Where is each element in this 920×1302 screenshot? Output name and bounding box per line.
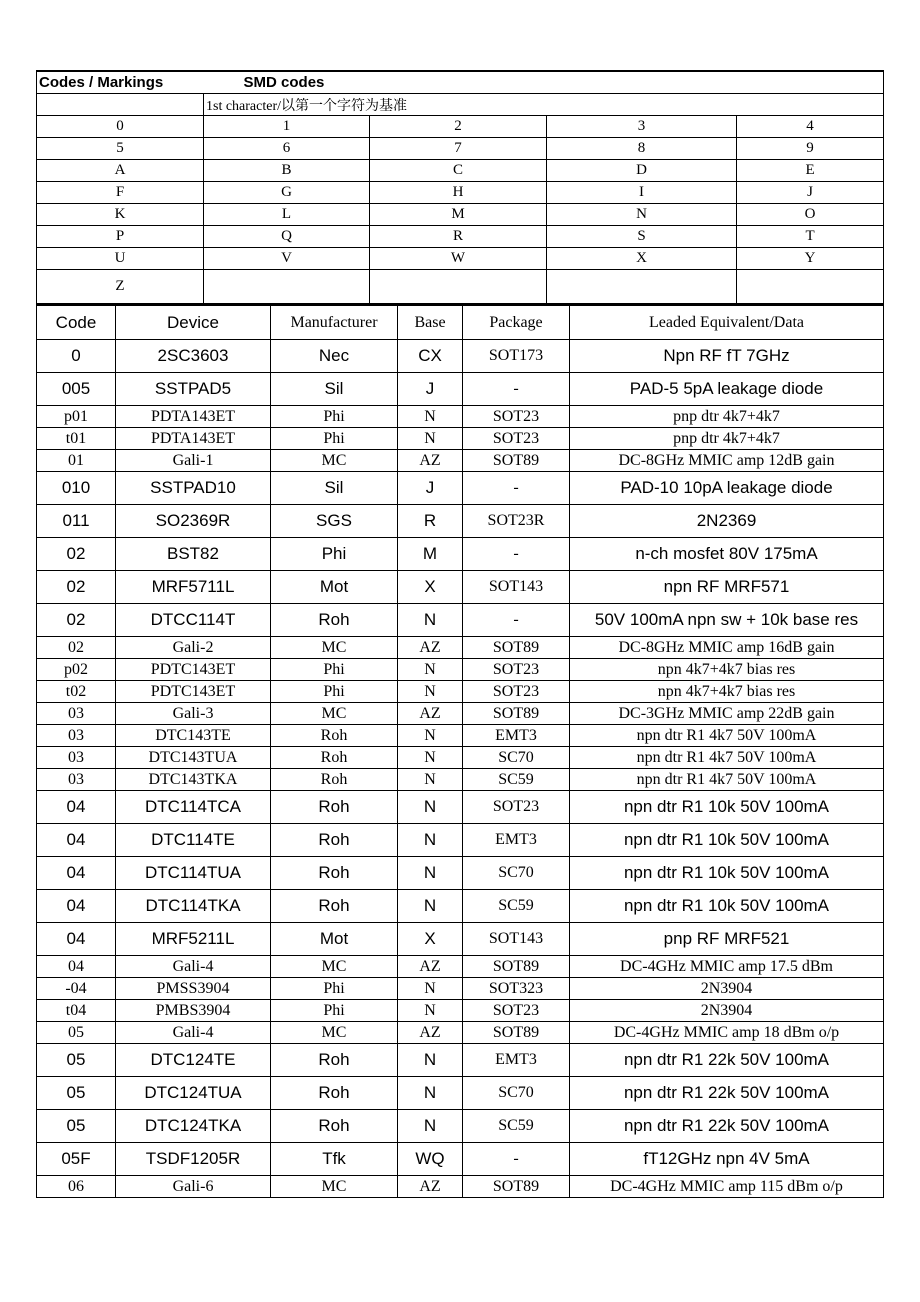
cell-code: 011 [37,505,116,538]
smd-code-table [36,304,884,1198]
table-row [37,428,884,450]
char-grid-cell: C [370,160,547,182]
char-grid-cell [204,270,370,304]
table-row [37,791,884,824]
cell-code: 005 [37,373,116,406]
subtitle-row [37,94,884,116]
cell-base: N [398,1000,463,1022]
cell-device: Gali-4 [116,1022,271,1044]
cell-package: SOT23 [463,659,570,681]
cell-data: pnp RF MRF521 [570,923,884,956]
cell-code: t01 [37,428,116,450]
cell-package: SOT89 [463,450,570,472]
cell-data: DC-8GHz MMIC amp 16dB gain [570,637,884,659]
cell-base: N [398,406,463,428]
cell-package: EMT3 [463,725,570,747]
cell-data: DC-4GHz MMIC amp 18 dBm o/p [570,1022,884,1044]
cell-device: PMBS3904 [116,1000,271,1022]
cell-base: AZ [398,1176,463,1198]
cell-package: - [463,604,570,637]
cell-base: J [398,373,463,406]
char-grid-cell: 9 [737,138,884,160]
table-row [37,747,884,769]
smd-codes-title: SMD codes [243,74,325,91]
cell-code: 03 [37,703,116,725]
cell-code: 05 [37,1110,116,1143]
cell-package: SOT143 [463,571,570,604]
cell-manufacturer: Nec [271,340,398,373]
cell-code: p01 [37,406,116,428]
table-row [37,659,884,681]
table-row [37,373,884,406]
cell-manufacturer: Roh [271,791,398,824]
char-grid-cell: R [370,226,547,248]
cell-data: PAD-10 10pA leakage diode [570,472,884,505]
cell-manufacturer: MC [271,637,398,659]
cell-manufacturer: Roh [271,1077,398,1110]
char-grid-cell: L [204,204,370,226]
table-row [37,571,884,604]
column-header-row [37,305,884,340]
table-row [37,1044,884,1077]
char-grid-row [37,138,884,160]
cell-code: 01 [37,450,116,472]
cell-manufacturer: Phi [271,681,398,703]
cell-manufacturer: Roh [271,1044,398,1077]
cell-manufacturer: Phi [271,406,398,428]
cell-code: 05 [37,1077,116,1110]
cell-package: - [463,538,570,571]
col-header-manufacturer: Manufacturer [271,305,398,340]
char-grid-cell: G [204,182,370,204]
table-row [37,725,884,747]
table-row [37,1143,884,1176]
char-grid-cell: E [737,160,884,182]
char-grid-cell: M [370,204,547,226]
cell-manufacturer: Roh [271,824,398,857]
cell-data: 2N3904 [570,1000,884,1022]
cell-data: npn dtr R1 4k7 50V 100mA [570,725,884,747]
cell-device: PDTA143ET [116,406,271,428]
cell-package: SOT173 [463,340,570,373]
cell-code: 02 [37,571,116,604]
cell-code: 02 [37,604,116,637]
cell-base: N [398,769,463,791]
cell-package: SOT23 [463,791,570,824]
table-row [37,923,884,956]
char-grid-cell: 5 [37,138,204,160]
cell-base: N [398,604,463,637]
cell-base: N [398,1110,463,1143]
table-row [37,472,884,505]
cell-base: N [398,1044,463,1077]
cell-data: PAD-5 5pA leakage diode [570,373,884,406]
cell-device: Gali-3 [116,703,271,725]
cell-manufacturer: MC [271,450,398,472]
char-grid-cell: W [370,248,547,270]
cell-package: SOT89 [463,956,570,978]
cell-code: 04 [37,890,116,923]
cell-base: N [398,824,463,857]
cell-manufacturer: Roh [271,1110,398,1143]
table-row [37,703,884,725]
cell-package: EMT3 [463,1044,570,1077]
cell-code: 02 [37,637,116,659]
cell-code: t02 [37,681,116,703]
cell-base: N [398,978,463,1000]
cell-base: N [398,1077,463,1110]
cell-device: DTC143TKA [116,769,271,791]
cell-data: n-ch mosfet 80V 175mA [570,538,884,571]
cell-device: DTC124TKA [116,1110,271,1143]
cell-data: npn dtr R1 10k 50V 100mA [570,857,884,890]
cell-manufacturer: Sil [271,472,398,505]
cell-package: SC70 [463,1077,570,1110]
char-grid-cell: D [547,160,737,182]
cell-base: AZ [398,637,463,659]
cell-data: npn RF MRF571 [570,571,884,604]
cell-manufacturer: Tfk [271,1143,398,1176]
cell-manufacturer: Roh [271,857,398,890]
char-grid-row [37,182,884,204]
title-cell [37,71,884,94]
table-row [37,1110,884,1143]
cell-data: npn dtr R1 22k 50V 100mA [570,1044,884,1077]
cell-manufacturer: Mot [271,923,398,956]
table-row [37,1000,884,1022]
cell-device: PDTC143ET [116,681,271,703]
char-grid-cell: N [547,204,737,226]
cell-package: SC70 [463,857,570,890]
cell-base: N [398,791,463,824]
col-header-device: Device [116,305,271,340]
char-grid-row [37,270,884,304]
cell-base: N [398,890,463,923]
cell-base: N [398,857,463,890]
char-grid-cell [547,270,737,304]
char-grid-cell: P [37,226,204,248]
cell-device: TSDF1205R [116,1143,271,1176]
cell-package: SOT323 [463,978,570,1000]
cell-data: npn 4k7+4k7 bias res [570,659,884,681]
cell-data: npn dtr R1 10k 50V 100mA [570,824,884,857]
char-grid-cell: S [547,226,737,248]
char-grid-cell: 8 [547,138,737,160]
cell-device: Gali-1 [116,450,271,472]
cell-code: 06 [37,1176,116,1198]
cell-package: - [463,373,570,406]
cell-device: 2SC3603 [116,340,271,373]
cell-base: M [398,538,463,571]
cell-data: Npn RF fT 7GHz [570,340,884,373]
cell-code: 03 [37,747,116,769]
cell-data: fT12GHz npn 4V 5mA [570,1143,884,1176]
char-grid-cell: 4 [737,116,884,138]
cell-data: DC-3GHz MMIC amp 22dB gain [570,703,884,725]
char-index-table [36,70,884,304]
cell-base: N [398,747,463,769]
cell-manufacturer: MC [271,956,398,978]
cell-base: N [398,725,463,747]
cell-data: DC-4GHz MMIC amp 115 dBm o/p [570,1176,884,1198]
cell-device: MRF5211L [116,923,271,956]
table-row [37,538,884,571]
cell-code: 010 [37,472,116,505]
char-grid-cell: 7 [370,138,547,160]
cell-code: 0 [37,340,116,373]
char-grid-cell: 1 [204,116,370,138]
cell-package: SOT89 [463,637,570,659]
table-row [37,769,884,791]
col-header-package: Package [463,305,570,340]
cell-device: DTC114TUA [116,857,271,890]
char-grid-cell: H [370,182,547,204]
smd-codes-sheet [36,70,883,1198]
cell-device: PDTC143ET [116,659,271,681]
cell-package: SOT143 [463,923,570,956]
char-grid-row [37,116,884,138]
cell-package: SOT23 [463,428,570,450]
cell-manufacturer: Mot [271,571,398,604]
table-row [37,890,884,923]
cell-device: Gali-6 [116,1176,271,1198]
cell-device: PDTA143ET [116,428,271,450]
cell-package: SOT23 [463,406,570,428]
cell-device: DTC143TE [116,725,271,747]
cell-device: Gali-4 [116,956,271,978]
cell-device: SSTPAD5 [116,373,271,406]
table-row [37,1077,884,1110]
char-grid-cell: B [204,160,370,182]
cell-device: DTC114TCA [116,791,271,824]
table-row [37,406,884,428]
table-row [37,956,884,978]
cell-device: DTC124TUA [116,1077,271,1110]
cell-data: 2N2369 [570,505,884,538]
cell-code: 02 [37,538,116,571]
cell-manufacturer: Roh [271,604,398,637]
cell-code: 04 [37,956,116,978]
cell-package: SOT23 [463,681,570,703]
cell-manufacturer: Phi [271,1000,398,1022]
table-row [37,824,884,857]
cell-device: DTC124TE [116,1044,271,1077]
cell-manufacturer: Phi [271,659,398,681]
cell-base: J [398,472,463,505]
cell-device: MRF5711L [116,571,271,604]
char-grid-cell: X [547,248,737,270]
cell-base: AZ [398,956,463,978]
cell-code: p02 [37,659,116,681]
table-row [37,857,884,890]
cell-data: npn dtr R1 10k 50V 100mA [570,791,884,824]
cell-base: AZ [398,450,463,472]
char-grid-row [37,160,884,182]
cell-base: N [398,428,463,450]
cell-package: SC59 [463,769,570,791]
cell-code: 04 [37,824,116,857]
char-grid-cell [737,270,884,304]
codes-markings-title: Codes / Markings [39,74,164,91]
char-grid-cell: J [737,182,884,204]
cell-package: SOT89 [463,1022,570,1044]
char-grid-cell: V [204,248,370,270]
char-grid-row [37,204,884,226]
cell-device: DTC114TKA [116,890,271,923]
cell-manufacturer: Phi [271,978,398,1000]
cell-device: SSTPAD10 [116,472,271,505]
cell-base: CX [398,340,463,373]
table-row [37,681,884,703]
cell-device: PMSS3904 [116,978,271,1000]
table-row [37,450,884,472]
cell-code: 05F [37,1143,116,1176]
cell-data: npn dtr R1 22k 50V 100mA [570,1077,884,1110]
cell-base: R [398,505,463,538]
char-grid-cell: 6 [204,138,370,160]
char-grid-cell: 2 [370,116,547,138]
cell-package: SC59 [463,1110,570,1143]
cell-package: - [463,472,570,505]
cell-code: 03 [37,769,116,791]
cell-package: SOT89 [463,1176,570,1198]
cell-data: DC-8GHz MMIC amp 12dB gain [570,450,884,472]
char-grid-cell: U [37,248,204,270]
col-header-base: Base [398,305,463,340]
cell-package: SOT23R [463,505,570,538]
cell-data: npn dtr R1 22k 50V 100mA [570,1110,884,1143]
cell-code: t04 [37,1000,116,1022]
cell-manufacturer: Roh [271,747,398,769]
char-grid-cell: I [547,182,737,204]
cell-base: AZ [398,1022,463,1044]
cell-package: SOT89 [463,703,570,725]
cell-manufacturer: Sil [271,373,398,406]
first-character-note: 1st character/以第一个字符为基准 [204,94,884,116]
cell-base: WQ [398,1143,463,1176]
table-row [37,505,884,538]
col-header-code: Code [37,305,116,340]
cell-device: Gali-2 [116,637,271,659]
cell-manufacturer: MC [271,1176,398,1198]
table-row [37,637,884,659]
cell-device: SO2369R [116,505,271,538]
code-rows [37,340,884,1198]
cell-package: SC59 [463,890,570,923]
cell-package: SOT23 [463,1000,570,1022]
cell-base: N [398,681,463,703]
cell-base: X [398,571,463,604]
cell-data: npn dtr R1 4k7 50V 100mA [570,747,884,769]
cell-data: npn dtr R1 10k 50V 100mA [570,890,884,923]
cell-manufacturer: MC [271,1022,398,1044]
char-grid-cell: 0 [37,116,204,138]
char-grid-cell: 3 [547,116,737,138]
cell-data: 2N3904 [570,978,884,1000]
char-grid-row [37,248,884,270]
cell-package: SC70 [463,747,570,769]
cell-manufacturer: MC [271,703,398,725]
cell-data: DC-4GHz MMIC amp 17.5 dBm [570,956,884,978]
cell-device: DTC143TUA [116,747,271,769]
char-grid-cell [370,270,547,304]
cell-data: pnp dtr 4k7+4k7 [570,406,884,428]
cell-data: 50V 100mA npn sw + 10k base res [570,604,884,637]
cell-data: npn 4k7+4k7 bias res [570,681,884,703]
cell-base: AZ [398,703,463,725]
cell-code: 03 [37,725,116,747]
cell-code: 04 [37,791,116,824]
cell-manufacturer: SGS [271,505,398,538]
cell-package: - [463,1143,570,1176]
char-grid-cell: A [37,160,204,182]
cell-package: EMT3 [463,824,570,857]
cell-manufacturer: Phi [271,428,398,450]
char-grid [37,116,884,304]
cell-manufacturer: Phi [271,538,398,571]
cell-code: 04 [37,923,116,956]
cell-data: npn dtr R1 4k7 50V 100mA [570,769,884,791]
cell-manufacturer: Roh [271,890,398,923]
cell-device: DTC114TE [116,824,271,857]
char-grid-cell: O [737,204,884,226]
cell-device: DTCC114T [116,604,271,637]
char-grid-cell: Q [204,226,370,248]
table-row [37,340,884,373]
table-row [37,604,884,637]
cell-manufacturer: Roh [271,769,398,791]
cell-device: BST82 [116,538,271,571]
char-grid-cell: K [37,204,204,226]
char-grid-row [37,226,884,248]
char-grid-cell: T [737,226,884,248]
cell-code: 05 [37,1022,116,1044]
cell-base: X [398,923,463,956]
table-row [37,1176,884,1198]
table-row [37,978,884,1000]
char-grid-cell: Z [37,270,204,304]
col-header-data: Leaded Equivalent/Data [570,305,884,340]
cell-code: 04 [37,857,116,890]
title-row [37,71,884,94]
char-grid-cell: Y [737,248,884,270]
cell-code: -04 [37,978,116,1000]
table-row [37,1022,884,1044]
cell-data: pnp dtr 4k7+4k7 [570,428,884,450]
cell-base: N [398,659,463,681]
cell-manufacturer: Roh [271,725,398,747]
char-grid-cell: F [37,182,204,204]
cell-code: 05 [37,1044,116,1077]
